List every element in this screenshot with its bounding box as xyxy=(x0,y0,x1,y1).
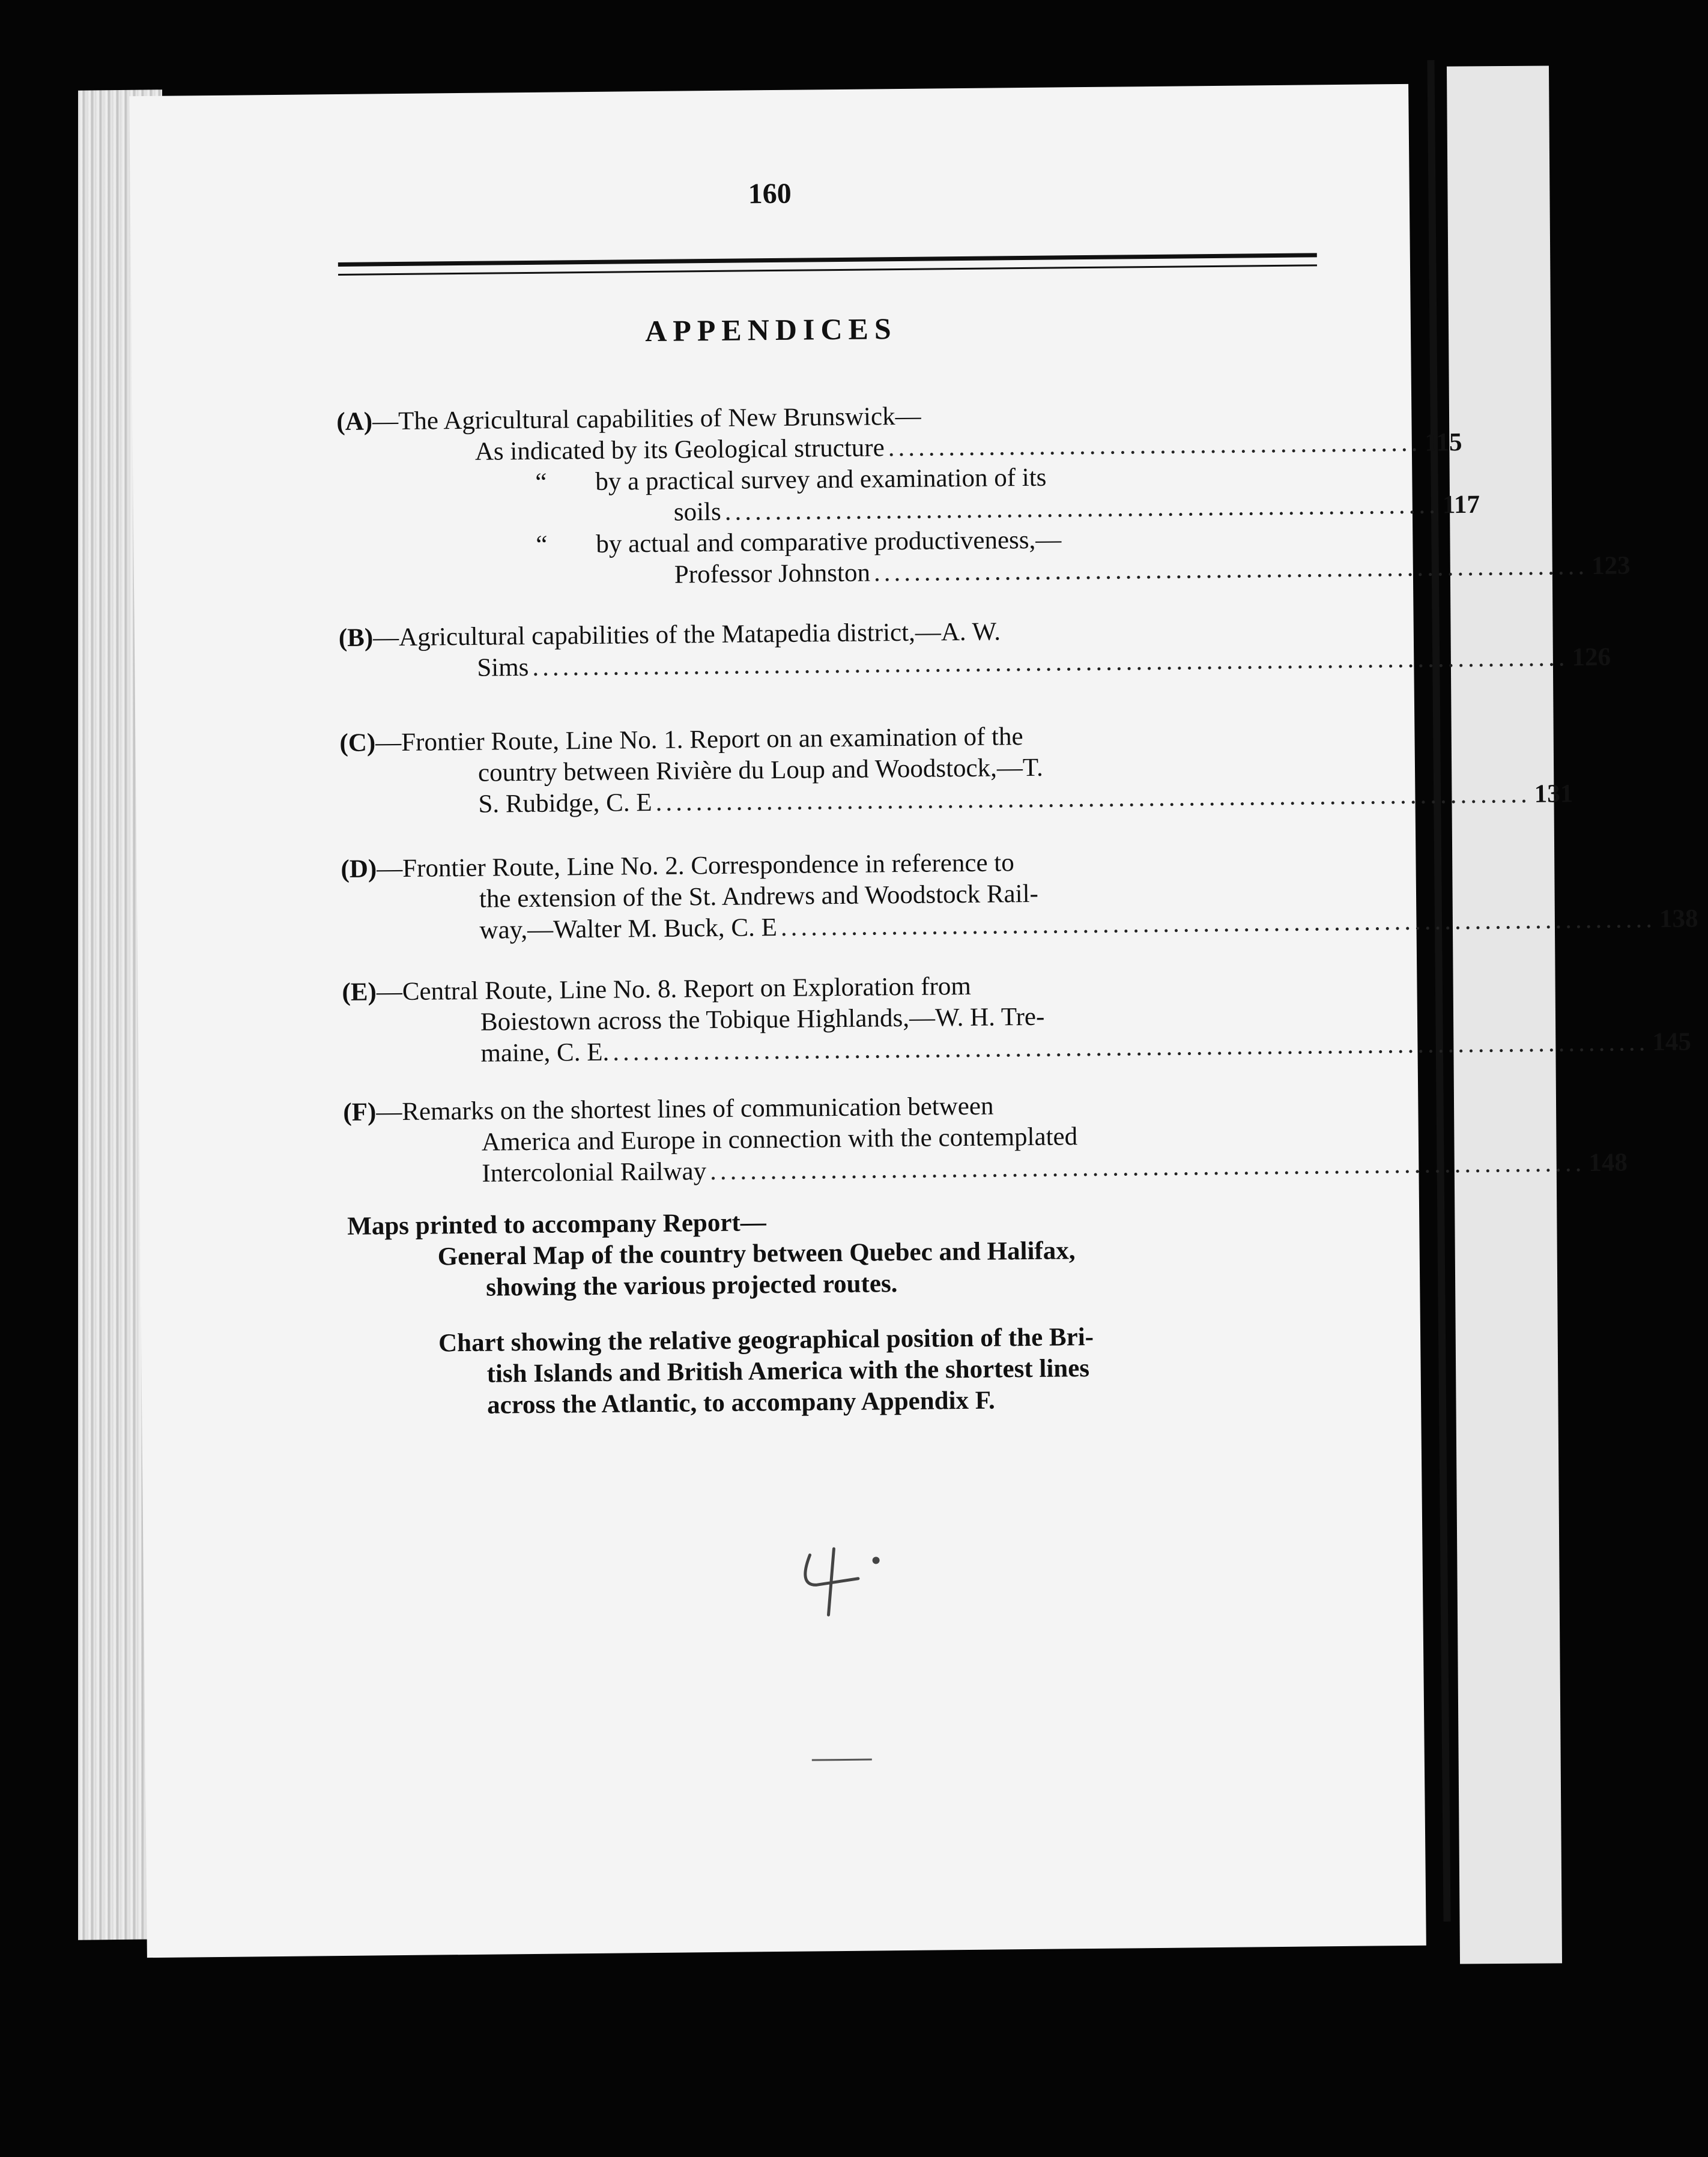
appendix-entry-d xyxy=(341,844,1698,948)
ditto-mark: “ xyxy=(536,530,548,559)
chart-description xyxy=(348,1319,1334,1423)
appendix-label: (E) xyxy=(342,978,377,1006)
page-ref: 131 xyxy=(1534,779,1573,808)
leader-dots: ....................................................................... xyxy=(724,491,1440,526)
page-ref: 126 xyxy=(1572,643,1611,672)
entry-text: way,—Walter M. Buck, C. E xyxy=(479,913,778,945)
entry-text: Professor Johnston xyxy=(674,558,871,589)
entry-text: by actual and comparative productiveness,— xyxy=(596,525,1062,558)
leader-dots: ..................................................... xyxy=(888,428,1422,462)
entry-text: S. Rubidge, C. E xyxy=(478,788,652,818)
entry-text: country between Rivière du Loup and Woodstock,—T. xyxy=(477,753,1043,787)
appendix-label: (F) xyxy=(343,1098,377,1127)
general-map-line: General Map of the country between Quebec and Halifax, xyxy=(437,1236,1076,1271)
appendix-entry-e xyxy=(342,967,1692,1071)
entry-text: America and Europe in connection with the contemplated xyxy=(481,1122,1078,1157)
page-ref: 148 xyxy=(1588,1148,1628,1178)
page-number: 160 xyxy=(748,177,792,210)
appendix-label: (A) xyxy=(336,407,373,437)
section-heading: APPENDICES xyxy=(644,312,897,348)
leader-dots: ....................................................................................................... xyxy=(532,643,1569,682)
leader-dots: ....................................................................................... xyxy=(780,904,1656,942)
page-ref: 117 xyxy=(1442,490,1480,519)
facing-page-edge xyxy=(1447,65,1562,1964)
chart-line: Chart showing the relative geographical position of the Bri- xyxy=(438,1322,1094,1358)
appendix-entry-f xyxy=(343,1088,1628,1191)
page-ref: 123 xyxy=(1591,551,1631,580)
entry-text: —Remarks on the shortest lines of communication between xyxy=(376,1092,994,1127)
entry-text: Boiestown across the Tobique Highlands,—W. H. Tre- xyxy=(480,1002,1045,1036)
leader-dots: ....................................................................................... xyxy=(709,1149,1585,1186)
leader-dots: ....................................................................... xyxy=(873,552,1588,587)
leader-dots: ....................................................................................................... xyxy=(613,1028,1649,1066)
appendix-entry-a xyxy=(336,397,1631,594)
header-rule xyxy=(338,253,1317,276)
maps-title: Maps printed to accompany Report— xyxy=(347,1208,766,1241)
appendix-label: (B) xyxy=(338,623,374,652)
entry-text: —Frontier Route, Line No. 1. Report on an examination of the xyxy=(375,722,1023,757)
appendix-label: (D) xyxy=(341,855,377,883)
general-map-line: showing the various projected routes. xyxy=(486,1269,898,1302)
closing-rule xyxy=(812,1759,872,1761)
page-content xyxy=(129,84,1698,1958)
book-page xyxy=(129,84,1698,1958)
entry-text: Sims xyxy=(477,653,529,682)
leader-dots: ....................................................................................... xyxy=(655,779,1531,817)
entry-text: Intercolonial Railway xyxy=(482,1157,707,1188)
appendix-label: (C) xyxy=(339,728,376,757)
chart-line: across the Atlantic, to accompany Appendix F. xyxy=(486,1386,996,1420)
entry-text: soils xyxy=(673,497,721,527)
entry-text: by a practical survey and examination of its xyxy=(595,463,1047,496)
appendix-entry-c xyxy=(339,718,1573,821)
ditto-mark: “ xyxy=(535,468,547,497)
entry-text: maine, C. E. xyxy=(480,1038,610,1068)
entry-text: As indicated by its Geological structure xyxy=(474,434,885,466)
appendix-entry-b xyxy=(338,613,1611,685)
entry-text: —Central Route, Line No. 8. Report on Exploration from xyxy=(376,972,972,1006)
entry-text: the extension of the St. Andrews and Woodstock Rail- xyxy=(479,879,1039,913)
maps-section xyxy=(347,1202,1334,1423)
entry-text: —The Agricultural capabilities of New Brunswick— xyxy=(372,402,921,436)
page-ref: 145 xyxy=(1652,1027,1692,1057)
entry-text: —Agricultural capabilities of the Matapedia district,—A. W. xyxy=(372,617,1001,652)
entry-text: —Frontier Route, Line No. 2. Correspondence in reference to xyxy=(377,849,1014,883)
handwritten-mark xyxy=(792,1542,888,1621)
page-ref: 115 xyxy=(1425,428,1462,457)
book-gutter xyxy=(1427,60,1450,1922)
page-ref: 138 xyxy=(1659,904,1698,933)
chart-line: tish Islands and British America with the shortest lines xyxy=(486,1354,1090,1388)
